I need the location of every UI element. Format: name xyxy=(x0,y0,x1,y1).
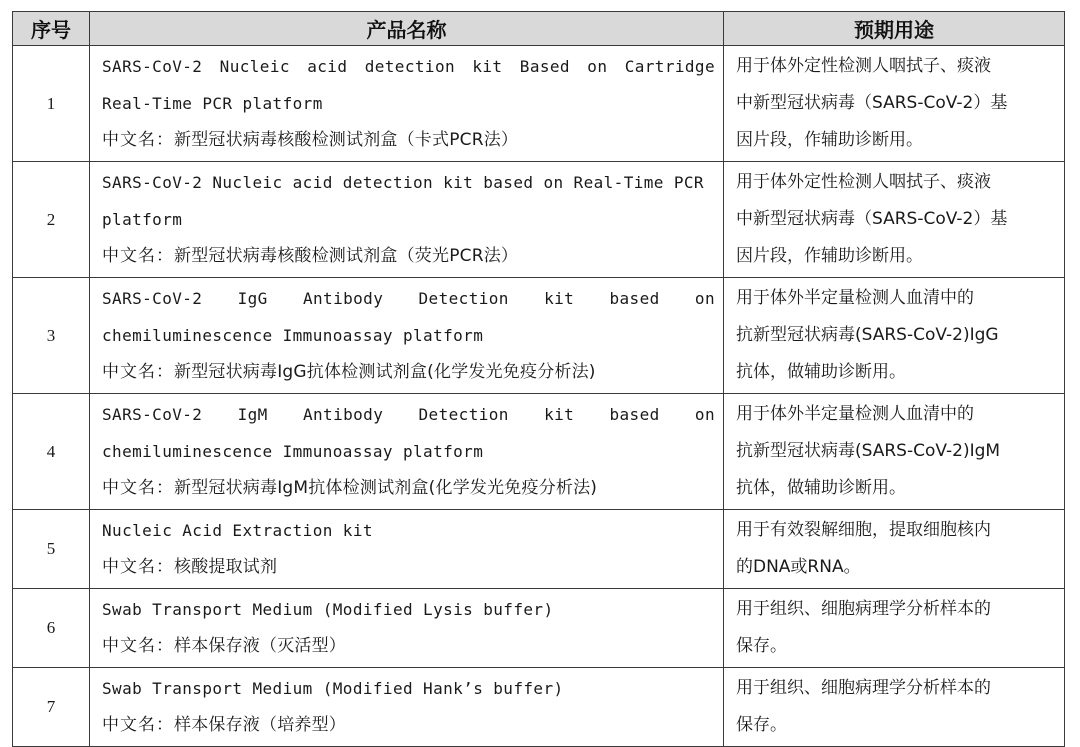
intended-use-cell xyxy=(724,589,1065,668)
product-table xyxy=(12,11,1065,747)
product-name-en: chemiluminescence Immunoassay platform xyxy=(102,326,484,345)
product-name-cn: 核酸提取试剂 xyxy=(174,557,278,577)
row-serial-number: 5 xyxy=(13,510,90,589)
product-name-cn-line xyxy=(102,470,715,507)
intended-use-line: 抗体，做辅助诊断用。 xyxy=(736,478,906,498)
row-serial-number: 6 xyxy=(13,589,90,668)
cn-name-prefix: 中文名： xyxy=(102,478,174,498)
intended-use-cell xyxy=(724,278,1065,394)
product-name-cn-line xyxy=(102,122,715,159)
header-product-name: 产品名称 xyxy=(90,12,724,46)
table-row xyxy=(13,394,1065,510)
intended-use-line: 用于组织、细胞病理学分析样本的 xyxy=(736,599,991,619)
product-name-cn-line xyxy=(102,354,715,391)
intended-use-cell xyxy=(724,510,1065,589)
product-name-cn: 新型冠状病毒核酸检测试剂盒（荧光PCR法） xyxy=(174,246,519,266)
table-row xyxy=(13,46,1065,162)
cn-name-prefix: 中文名： xyxy=(102,715,174,735)
product-name-cell xyxy=(90,394,724,510)
product-name-en: Nucleic Acid Extraction kit xyxy=(102,521,373,540)
row-serial-number: 3 xyxy=(13,278,90,394)
header-serial-number: 序号 xyxy=(13,12,90,46)
intended-use-line: 保存。 xyxy=(736,715,787,735)
intended-use-line: 用于组织、细胞病理学分析样本的 xyxy=(736,678,991,698)
product-name-cell xyxy=(90,46,724,162)
product-name-cell xyxy=(90,510,724,589)
cn-name-prefix: 中文名： xyxy=(102,557,174,577)
product-name-cell xyxy=(90,278,724,394)
intended-use-cell xyxy=(724,668,1065,747)
intended-use-line: 用于体外半定量检测人血清中的 xyxy=(736,404,974,424)
product-name-cn: 新型冠状病毒核酸检测试剂盒（卡式PCR法） xyxy=(174,130,519,150)
product-name-en: Swab Transport Medium (Modified Hank’s buffer) xyxy=(102,679,564,698)
product-name-cn: 样本保存液（培养型） xyxy=(174,715,346,735)
product-name-cn-line xyxy=(102,628,715,665)
intended-use-line: 因片段，作辅助诊断用。 xyxy=(736,246,923,266)
cn-name-prefix: 中文名： xyxy=(102,362,174,382)
product-name-cell xyxy=(90,589,724,668)
cn-name-prefix: 中文名： xyxy=(102,636,174,656)
intended-use-line: 的DNA或RNA。 xyxy=(736,557,861,577)
product-name-cn-line xyxy=(102,549,715,586)
product-name-cn-line xyxy=(102,238,715,275)
product-name-cn: 新型冠状病毒IgM抗体检测试剂盒(化学发光免疫分析法) xyxy=(174,478,598,498)
product-name-en: platform xyxy=(102,210,183,229)
product-name-en: SARS-CoV-2 Nucleic acid detection kit based on Real-Time PCR xyxy=(102,173,704,192)
intended-use-line: 用于体外半定量检测人血清中的 xyxy=(736,288,974,308)
intended-use-line: 用于体外定性检测人咽拭子、痰液 xyxy=(736,56,991,76)
product-name-en: Real-Time PCR platform xyxy=(102,94,323,113)
row-serial-number: 1 xyxy=(13,46,90,162)
intended-use-line: 用于体外定性检测人咽拭子、痰液 xyxy=(736,172,991,192)
table-row xyxy=(13,668,1065,747)
table-header-row xyxy=(13,12,1065,46)
table-row xyxy=(13,589,1065,668)
intended-use-line: 抗新型冠状病毒(SARS-CoV-2)IgM xyxy=(736,441,1001,461)
product-name-en: chemiluminescence Immunoassay platform xyxy=(102,442,484,461)
cn-name-prefix: 中文名： xyxy=(102,130,174,150)
product-name-cn: 样本保存液（灭活型） xyxy=(174,636,346,656)
intended-use-line: 用于有效裂解细胞，提取细胞核内 xyxy=(736,520,991,540)
product-name-en: SARS-CoV-2 IgG Antibody Detection kit based on xyxy=(102,289,715,308)
product-name-cn-line xyxy=(102,707,715,744)
intended-use-line: 中新型冠状病毒（SARS-CoV-2）基 xyxy=(736,93,1008,113)
row-serial-number: 4 xyxy=(13,394,90,510)
row-serial-number: 7 xyxy=(13,668,90,747)
cn-name-prefix: 中文名： xyxy=(102,246,174,266)
product-name-cell xyxy=(90,668,724,747)
table-row xyxy=(13,510,1065,589)
intended-use-line: 因片段，作辅助诊断用。 xyxy=(736,130,923,150)
intended-use-cell xyxy=(724,162,1065,278)
intended-use-line: 保存。 xyxy=(736,636,787,656)
product-name-en: Swab Transport Medium (Modified Lysis buffer) xyxy=(102,600,554,619)
product-name-cell xyxy=(90,162,724,278)
intended-use-cell xyxy=(724,46,1065,162)
table-row xyxy=(13,162,1065,278)
product-name-en: SARS-CoV-2 IgM Antibody Detection kit based on xyxy=(102,405,715,424)
header-intended-use: 预期用途 xyxy=(724,12,1065,46)
product-name-en: SARS-CoV-2 Nucleic acid detection kit Based on Cartridge xyxy=(102,57,715,76)
intended-use-line: 抗新型冠状病毒(SARS-CoV-2)IgG xyxy=(736,325,999,345)
row-serial-number: 2 xyxy=(13,162,90,278)
product-table-container xyxy=(12,11,1064,747)
intended-use-line: 抗体，做辅助诊断用。 xyxy=(736,362,906,382)
intended-use-line: 中新型冠状病毒（SARS-CoV-2）基 xyxy=(736,209,1008,229)
product-name-cn: 新型冠状病毒IgG抗体检测试剂盒(化学发光免疫分析法) xyxy=(174,362,596,382)
intended-use-cell xyxy=(724,394,1065,510)
table-row xyxy=(13,278,1065,394)
